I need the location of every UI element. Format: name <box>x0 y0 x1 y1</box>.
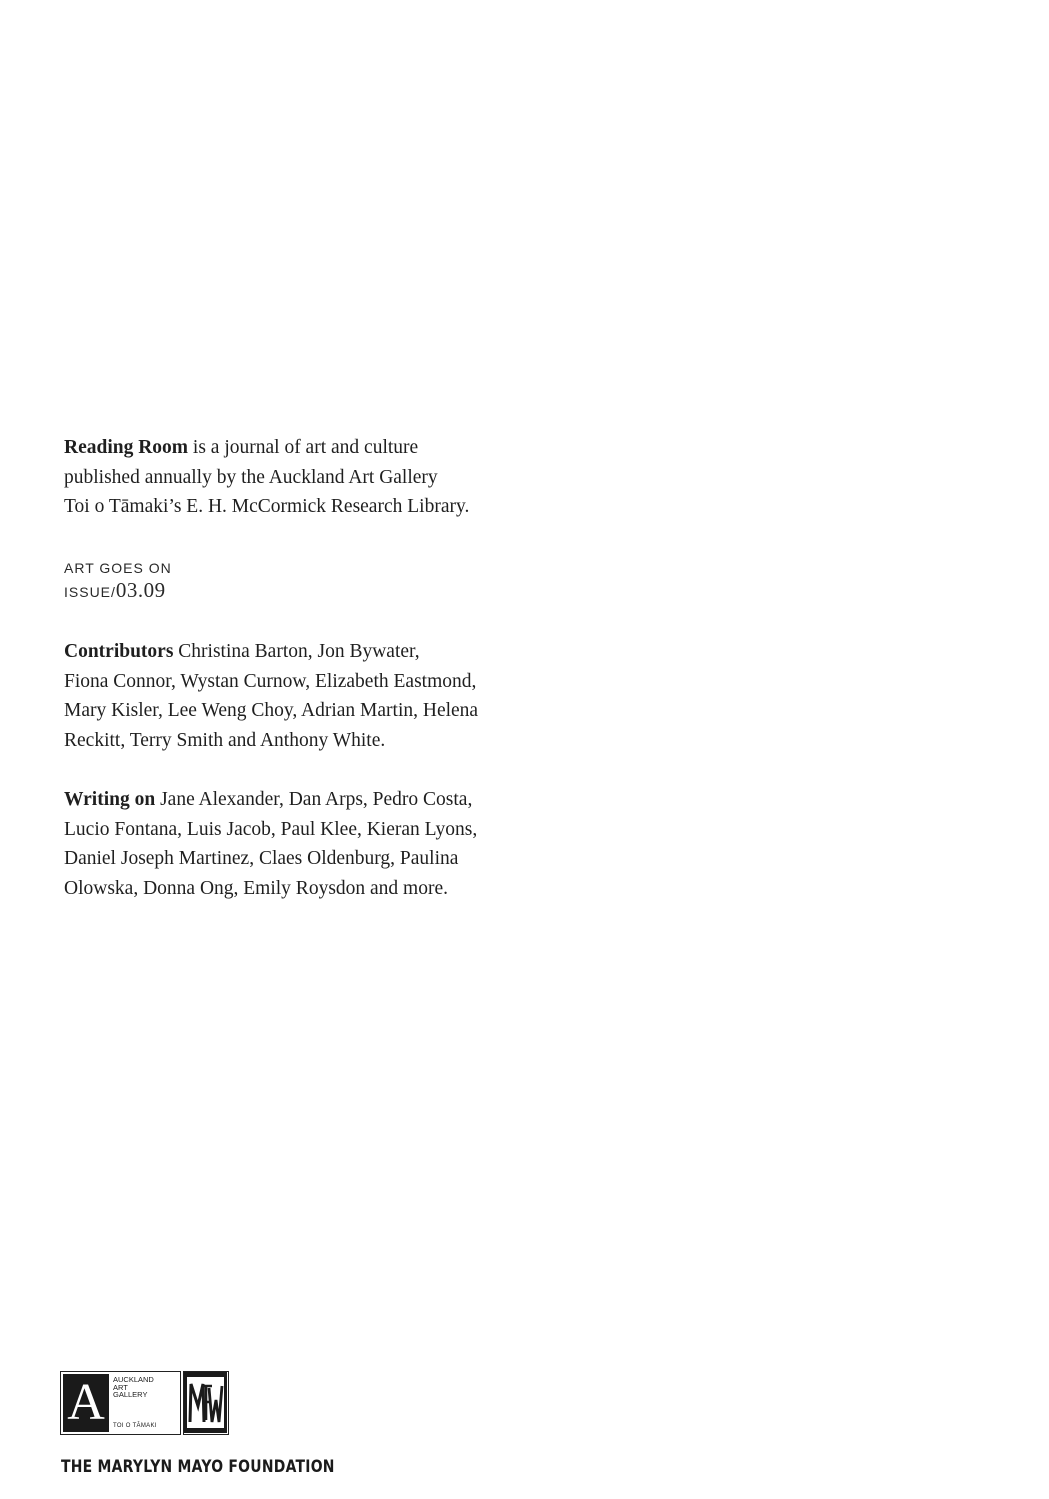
writing-heading: Writing on <box>64 789 156 810</box>
contributors-line-1 <box>64 637 564 667</box>
writing-line-3: Daniel Joseph Martinez, Claes Oldenburg, Paulina <box>64 848 459 869</box>
contributors-line-4: Reckitt, Terry Smith and Anthony White. <box>64 729 386 751</box>
intro-text-1: is a journal of art and culture <box>188 437 419 458</box>
gallery-name-line-3: GALLERY <box>113 1390 148 1399</box>
intro-line-2: published annually by the Auckland Art Gallery <box>64 466 438 488</box>
mmf-monogram-icon <box>184 1372 227 1433</box>
contributors-line-3: Mary Kisler, Lee Weng Choy, Adrian Martin, Helena <box>64 700 479 721</box>
gallery-wordmark <box>109 1374 178 1432</box>
gallery-name-line-1: AUCKLAND <box>113 1375 154 1384</box>
gallery-initial: A <box>63 1374 109 1432</box>
issue-info <box>64 559 172 605</box>
gallery-subtitle: TOI O TĀMAKI <box>113 1422 157 1429</box>
writing-line-1 <box>64 785 564 815</box>
contributors-line-2: Fiona Connor, Wystan Curnow, Elizabeth Eastmond, <box>64 670 477 692</box>
contributors-text-1: Christina Barton, Jon Bywater, <box>173 641 420 662</box>
gallery-name-line-2: ART <box>113 1382 128 1392</box>
mmf-monogram-logo <box>183 1371 229 1435</box>
issue-label: ISSUE/ <box>64 584 116 600</box>
journal-title: Reading Room <box>64 437 189 458</box>
writing-on-paragraph <box>64 785 564 903</box>
contributors-heading: Contributors <box>64 641 174 662</box>
issue-name: ART GOES ON <box>64 560 172 576</box>
issue-number-line <box>64 577 172 605</box>
intro-line-1 <box>64 433 564 463</box>
intro-line-3: Toi o Tāmaki’s E. H. McCormick Research Library. <box>64 496 470 517</box>
journal-description <box>64 433 564 522</box>
issue-number: 03.09 <box>115 578 166 602</box>
writing-text-1: Jane Alexander, Dan Arps, Pedro Costa, <box>155 789 473 810</box>
writing-line-4: Olowska, Donna Ong, Emily Roysdon and more. <box>64 877 449 899</box>
gallery-name <box>113 1376 174 1399</box>
auckland-art-gallery-logo <box>60 1371 181 1435</box>
sponsor-logos <box>60 1371 229 1437</box>
writing-line-2: Lucio Fontana, Luis Jacob, Paul Klee, Kieran Lyons, <box>64 818 478 840</box>
contributors-paragraph <box>64 637 564 755</box>
foundation-name: THE MARYLYN MAYO FOUNDATION <box>61 1457 335 1477</box>
